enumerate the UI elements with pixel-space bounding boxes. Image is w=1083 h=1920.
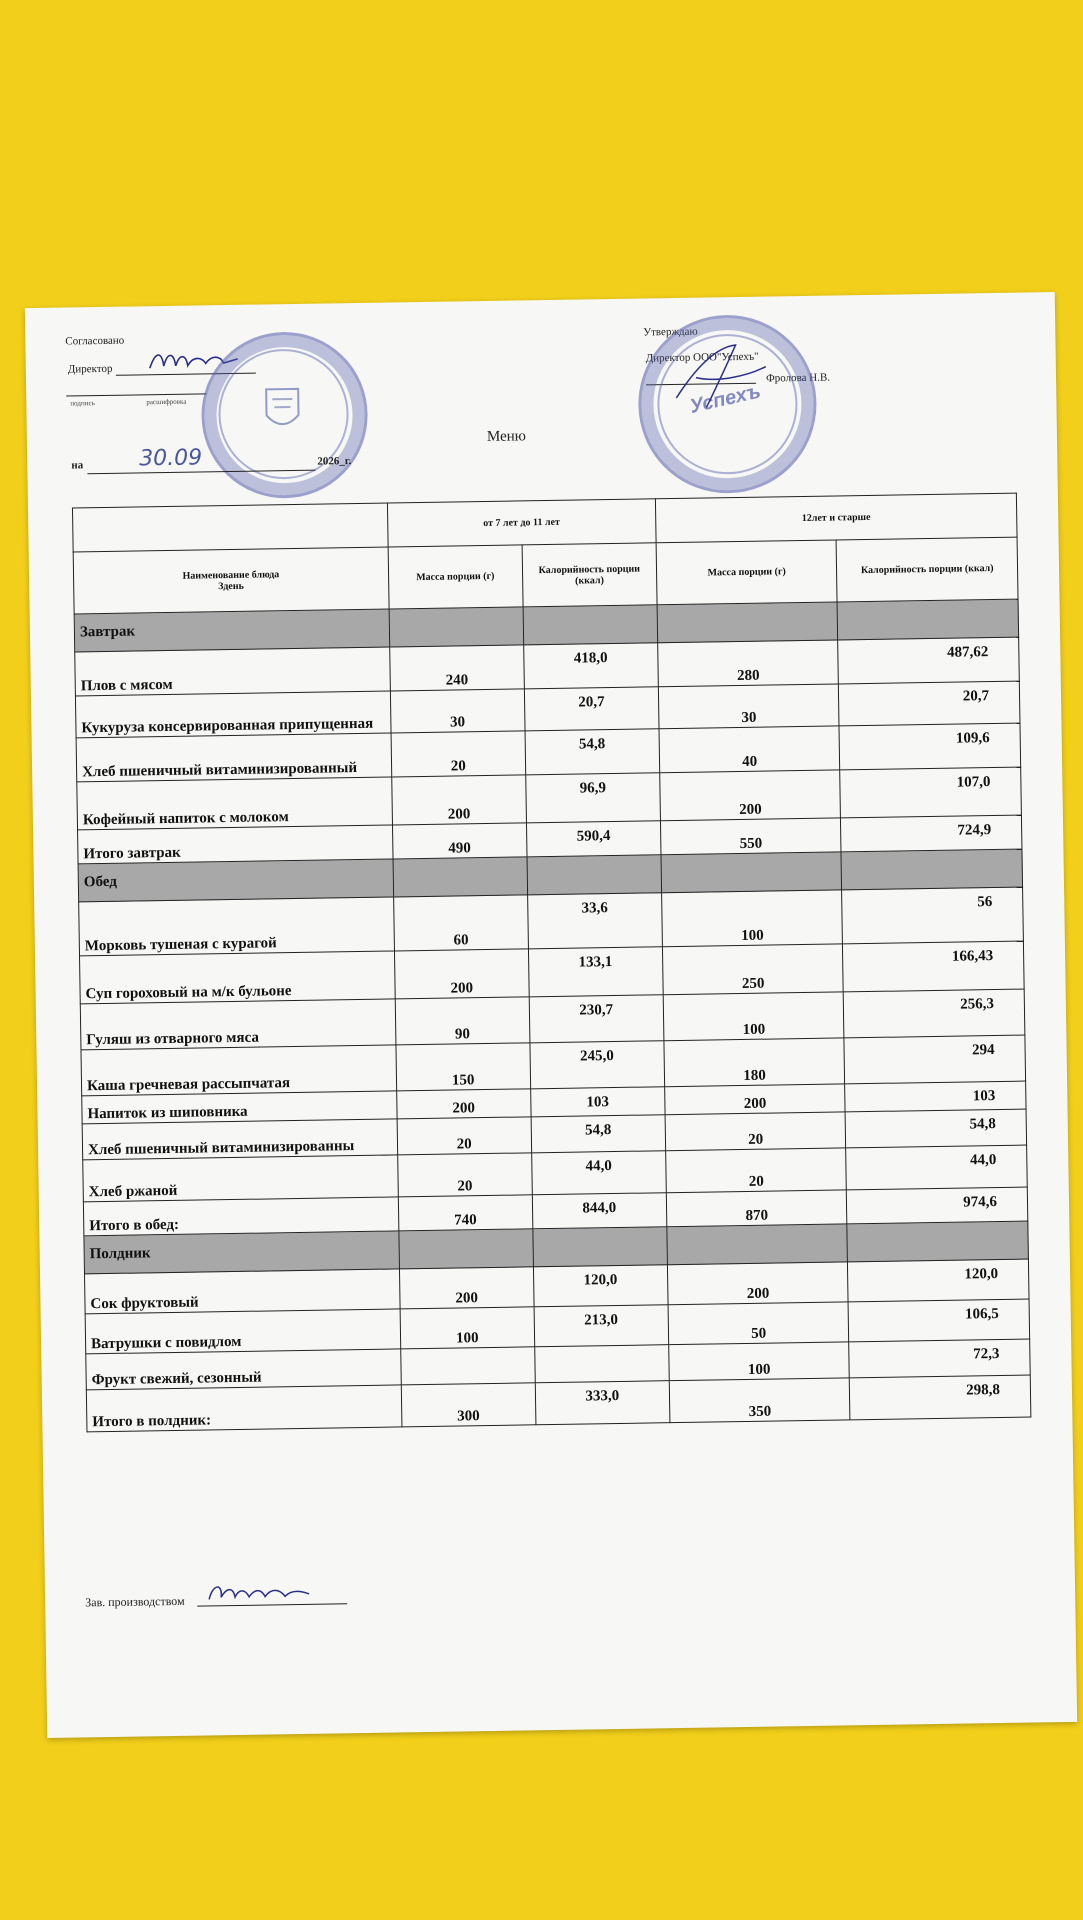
mass-1: 100 bbox=[400, 1307, 535, 1349]
signature-caption-line bbox=[66, 393, 206, 396]
stamp-text: Успехъ bbox=[687, 380, 763, 418]
mass-1: 20 bbox=[397, 1117, 532, 1155]
calories-2: 56 bbox=[842, 887, 1023, 944]
calories-2: 294 bbox=[844, 1035, 1025, 1084]
calories-1: 54,8 bbox=[531, 1115, 666, 1153]
menu-table bbox=[72, 493, 1031, 1433]
calories-2: 72,3 bbox=[849, 1339, 1030, 1378]
section-title: Обед bbox=[78, 859, 393, 902]
mass-1: 200 bbox=[391, 775, 526, 825]
section-empty-cell bbox=[657, 602, 838, 643]
section-empty-cell bbox=[389, 607, 524, 647]
calories-1: 133,1 bbox=[528, 947, 663, 997]
calories-1: 103 bbox=[530, 1087, 665, 1117]
calories-2: 107,0 bbox=[840, 767, 1021, 818]
calories-2: 256,3 bbox=[844, 989, 1025, 1038]
mass-2: 20 bbox=[666, 1148, 847, 1193]
mass-2: 200 bbox=[667, 1262, 848, 1305]
school-stamp bbox=[200, 331, 369, 500]
col-header-name: Наименование блюда Здень bbox=[73, 547, 389, 614]
mass-1: 60 bbox=[393, 895, 528, 951]
col-header-mass-2: Масса порции (г) bbox=[656, 540, 837, 605]
director-label: Директор bbox=[67, 362, 113, 376]
mass-1 bbox=[400, 1347, 535, 1385]
section-empty-cell bbox=[399, 1229, 534, 1269]
calories-1: 54,8 bbox=[525, 729, 660, 775]
date-year: 2026_г. bbox=[317, 455, 352, 468]
section-empty-cell bbox=[661, 852, 842, 893]
calories-1: 590,4 bbox=[526, 821, 661, 857]
calories-2: 120,0 bbox=[848, 1259, 1029, 1302]
section-title: Завтрак bbox=[74, 609, 389, 652]
mass-2: 550 bbox=[660, 818, 841, 855]
dish-name: Итого завтрак bbox=[78, 825, 393, 864]
calories-1: 213,0 bbox=[534, 1305, 669, 1347]
dish-name: Кукуруза консервированная припущенная bbox=[75, 691, 390, 738]
mass-2: 180 bbox=[664, 1038, 845, 1087]
mass-2: 30 bbox=[658, 684, 839, 729]
approver-signature bbox=[665, 336, 776, 418]
mass-2: 200 bbox=[660, 770, 841, 821]
dish-name: Хлеб ржаной bbox=[83, 1155, 398, 1202]
calories-1: 44,0 bbox=[531, 1151, 666, 1195]
section-title: Полдник bbox=[84, 1231, 399, 1274]
approve-label: Утверждаю bbox=[643, 325, 698, 339]
mass-1: 200 bbox=[394, 949, 529, 999]
header-empty-cell bbox=[72, 503, 387, 552]
calories-2: 974,6 bbox=[847, 1187, 1028, 1224]
dish-name: Морковь тушеная с курагой bbox=[79, 897, 394, 956]
mass-2: 280 bbox=[658, 640, 839, 687]
section-empty-cell bbox=[527, 855, 662, 895]
mass-1: 490 bbox=[392, 823, 527, 859]
mass-2: 100 bbox=[669, 1342, 850, 1381]
section-empty-cell bbox=[667, 1224, 848, 1265]
caption-transcript: расшифровка bbox=[146, 397, 187, 407]
approver-name: Фролова Н.В. bbox=[765, 371, 831, 385]
calories-1: 33,6 bbox=[527, 893, 662, 949]
mass-1: 200 bbox=[396, 1089, 531, 1119]
calories-2: 166,43 bbox=[843, 941, 1024, 992]
mass-1: 740 bbox=[398, 1195, 533, 1231]
dish-name: Каша гречневая рассыпчатая bbox=[81, 1045, 396, 1096]
section-empty-cell bbox=[847, 1221, 1028, 1262]
calories-2: 44,0 bbox=[846, 1145, 1027, 1190]
approver-title: Директор ООО"Успехъ" bbox=[645, 350, 759, 365]
mass-1: 20 bbox=[397, 1153, 532, 1197]
mass-2: 250 bbox=[662, 944, 843, 995]
dish-name: Итого в обед: bbox=[83, 1197, 398, 1236]
calories-2: 724,9 bbox=[841, 815, 1022, 852]
group-header-2: 12лет и старше bbox=[655, 493, 1017, 543]
mass-1: 90 bbox=[395, 997, 530, 1045]
dish-name: Итого в полдник: bbox=[86, 1385, 401, 1432]
mass-2: 100 bbox=[663, 992, 844, 1041]
caption-signature: подпись bbox=[70, 399, 95, 408]
mass-2: 200 bbox=[665, 1084, 846, 1115]
mass-1: 150 bbox=[396, 1043, 531, 1091]
col-header-mass-1: Масса порции (г) bbox=[388, 545, 523, 609]
production-label: Зав. производством bbox=[85, 1593, 185, 1610]
mass-1: 200 bbox=[399, 1267, 534, 1309]
calories-1: 844,0 bbox=[532, 1193, 667, 1229]
calories-2: 487,62 bbox=[838, 637, 1019, 684]
calories-2: 20,7 bbox=[839, 681, 1020, 726]
calories-2: 298,8 bbox=[850, 1375, 1031, 1420]
dish-name: Кофейный напиток с молоком bbox=[77, 777, 392, 830]
date-prefix: на bbox=[71, 459, 84, 472]
mass-1: 30 bbox=[390, 689, 525, 733]
dish-name: Хлеб пшеничный витаминизированный bbox=[76, 733, 391, 782]
calories-1: 333,0 bbox=[535, 1381, 670, 1425]
group-header-1: от 7 лет до 11 лет bbox=[387, 499, 656, 547]
mass-2: 350 bbox=[669, 1378, 850, 1423]
col-header-cal-1: Калорийность порции (ккал) bbox=[522, 543, 657, 607]
dish-name: Хлеб пшеничный витаминизированны bbox=[82, 1119, 397, 1160]
calories-2: 106,5 bbox=[848, 1299, 1029, 1342]
section-empty-cell bbox=[393, 857, 528, 897]
calories-1: 245,0 bbox=[530, 1041, 665, 1089]
calories-2: 54,8 bbox=[845, 1109, 1026, 1148]
date-handwritten: 30.09 bbox=[139, 445, 203, 472]
mass-1: 240 bbox=[389, 645, 524, 691]
calories-1: 120,0 bbox=[533, 1265, 668, 1307]
dish-name: Фрукт свежий, сезонный bbox=[86, 1349, 401, 1390]
agreed-label: Согласовано bbox=[65, 334, 125, 348]
section-empty-cell bbox=[533, 1227, 668, 1267]
dish-name: Напиток из шиповника bbox=[82, 1091, 397, 1124]
mass-2: 50 bbox=[668, 1302, 849, 1345]
dish-name: Суп гороховый на м/к бульоне bbox=[80, 951, 395, 1004]
production-signature bbox=[205, 1576, 325, 1608]
mass-1: 20 bbox=[391, 731, 526, 777]
mass-1: 300 bbox=[401, 1383, 536, 1427]
col-header-cal-2: Калорийность порции (ккал) bbox=[836, 537, 1018, 602]
mass-2: 40 bbox=[659, 726, 840, 773]
dish-name: Сок фруктовый bbox=[85, 1269, 400, 1314]
mass-2: 20 bbox=[665, 1112, 846, 1151]
calories-1: 96,9 bbox=[525, 773, 660, 823]
menu-sheet bbox=[25, 292, 1077, 1738]
mass-2: 100 bbox=[661, 890, 842, 947]
calories-1: 418,0 bbox=[523, 643, 658, 689]
section-empty-cell bbox=[837, 599, 1018, 640]
section-empty-cell bbox=[523, 605, 658, 645]
calories-2: 103 bbox=[845, 1081, 1026, 1112]
section-empty-cell bbox=[841, 849, 1022, 890]
dish-name: Ватрушки с повидлом bbox=[85, 1309, 400, 1354]
calories-1 bbox=[534, 1345, 669, 1383]
calories-1: 230,7 bbox=[529, 995, 664, 1043]
mass-2: 870 bbox=[666, 1190, 847, 1227]
menu-title: Меню bbox=[486, 428, 527, 445]
calories-2: 109,6 bbox=[839, 723, 1020, 770]
dish-name: Гуляш из отварного мяса bbox=[80, 999, 395, 1050]
calories-1: 20,7 bbox=[524, 687, 659, 731]
dish-name: Плов с мясом bbox=[75, 647, 390, 696]
